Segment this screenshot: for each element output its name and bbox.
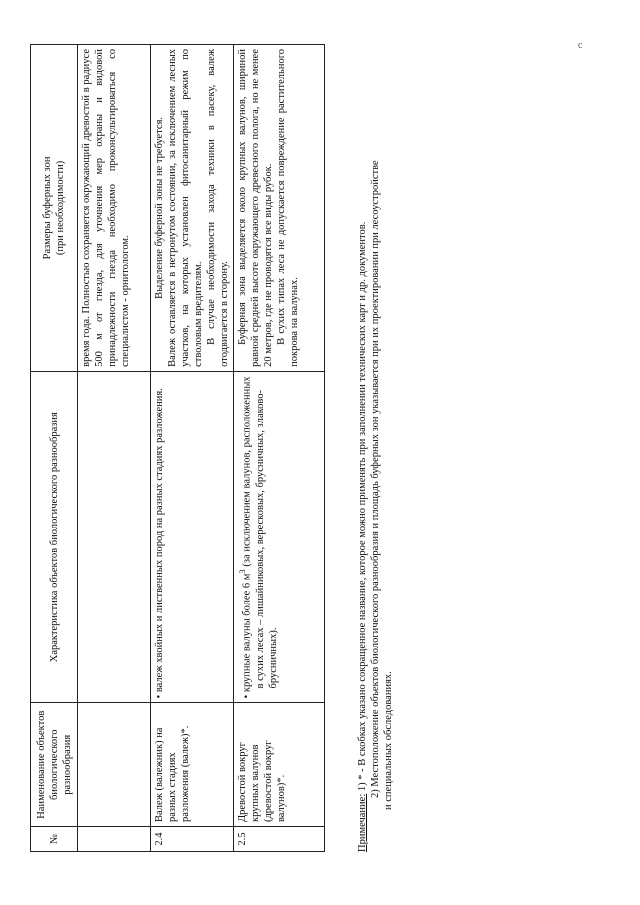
bullet-text: валеж хвойных и лиственных пород на разных стадиях разложения. [154, 388, 165, 693]
header-no: № [31, 827, 78, 852]
size-paragraph: В случае необходимости захода техники в пасеку, валеж отодвигается в сторону. [206, 49, 230, 367]
rotated-page [30, 44, 410, 852]
cell-continuation-size: время года. Полностью сохраняется окружающий древостой в радиусе 500 м от гнезда, для уточнения мер охраны и видовой принадлежности гнезда необходимо проконсультироваться со специалистом - орнитологом. [78, 45, 151, 372]
bullet-item: • валеж хвойных и лиственных пород на разных стадиях разложения. [154, 388, 165, 699]
header-name: Наименование объектов биологического разнообразия [31, 703, 78, 827]
cell-empty [78, 371, 151, 703]
header-buffer-size-line1: Размеры буферных зон [42, 156, 53, 260]
table-row [234, 45, 325, 852]
footnote-label: Примечание: [357, 793, 368, 852]
table-header-row [31, 45, 78, 852]
header-characteristic: Характеристика объектов биологического разнообразия [31, 371, 78, 703]
bullet-text-a: крупные валуны более 6 м [241, 573, 253, 693]
cell-name: Древостой вокруг крупных валунов (древостой вокруг валунов)*. [234, 703, 325, 827]
footnote-text: 1) * - В скобках указано сокращенное название, которое можно применять при заполнении технических карт и др. документов. [357, 221, 368, 794]
size-paragraph: В сухих типах леса не допускается повреждение растительного покрова на валунах. [276, 49, 300, 367]
cell-no: 2.5 [234, 827, 325, 852]
size-paragraph: Выделение буферной зоны не требуется. [154, 116, 165, 299]
table-row [151, 45, 234, 852]
cell-buffer-size [151, 45, 234, 372]
cell-buffer-size [234, 45, 325, 372]
cell-name: Валеж (валежник) на разных стадиях разложения (валеж)*. [151, 703, 234, 827]
corner-mark: с [578, 40, 583, 51]
cell-no: 2.4 [151, 827, 234, 852]
footnote-line [356, 44, 369, 852]
header-buffer-size-line2: (при необходимости) [55, 160, 66, 256]
table-row-continuation [78, 45, 151, 852]
size-paragraph: Валеж оставляется в нетронутом состоянии, за исключением лесных участков, на которых установлен фитосанитарный режим по стволовым вредителям. [167, 49, 204, 367]
footnote-line: 2) Местоположение объектов биологического разнообразия и площадь буферных зон указывается при их проектировании при лесоустройстве [370, 160, 381, 798]
superscript: 3 [237, 569, 247, 574]
cell-empty [78, 827, 151, 852]
cell-empty [78, 703, 151, 827]
size-paragraph: Буферная зона выделяется около крупных валунов, шириной равной средней высоте окружающего древесного полога, но не менее 20 метров, где не проводятся все виды рубок. [237, 49, 274, 367]
bullet-text-b: (за исключением валунов, расположенных в сухих лесах – лишайниковых, вересковых, брусничных, злаково-брусничных). [241, 376, 279, 689]
header-buffer-size [31, 45, 78, 372]
biodiversity-table [30, 44, 325, 852]
cell-characteristic [151, 371, 234, 703]
bullet-item: • крупные валуны более 6 $м^3$ (за исключением валунов, расположенных в сухих лесах – лишайниковых, вересковых, брусничных, злаково-брусничных). [237, 376, 279, 699]
footnote-line: и специальных обследованиях. [383, 671, 394, 810]
footnote [356, 44, 395, 852]
cell-characteristic [234, 371, 325, 703]
